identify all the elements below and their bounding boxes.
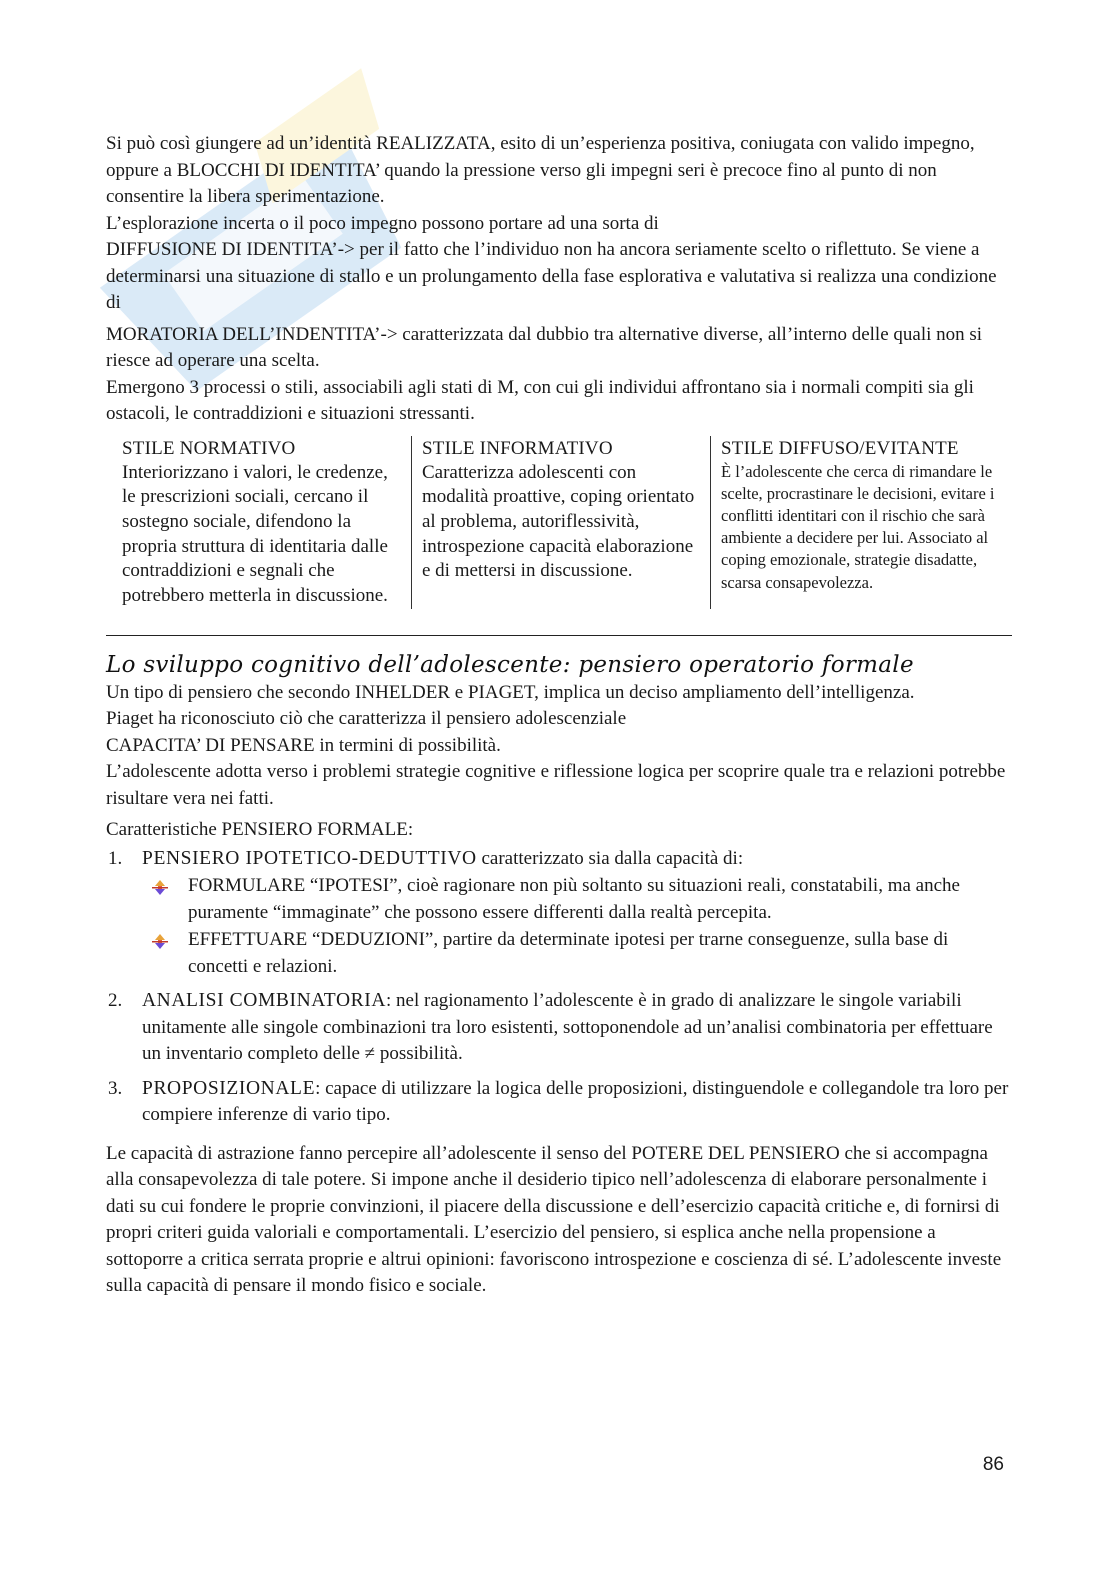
style-column-normativo [112, 436, 411, 609]
characteristics-list [106, 846, 1012, 1129]
list-label: PENSIERO IPOTETICO-DEDUTTIVO [142, 847, 477, 869]
bullet-text: EFFETTUARE “DEDUZIONI”, partire da determinate ipotesi per trarne conseguenze, sulla base di concetti e relazioni. [188, 929, 949, 977]
style-text: È l’adolescente che cerca di rimandare le scelte, procrastinare le decisioni, evitare i conflitti identitari con il rischio che sarà ambiente a decidere per lui. Associato al coping emozionale, strategie disadatte, scarsa consapevolezza. [721, 461, 995, 592]
section-paragraph-5: Caratteristiche PENSIERO FORMALE: [106, 819, 414, 841]
section-heading: Lo sviluppo cognitivo dell’adolescente: pensiero operatorio formale [106, 651, 914, 678]
list-number: 2. [108, 990, 123, 1012]
list-item [106, 988, 1012, 1068]
bullet-text: FORMULARE “IPOTESI”, cioè ragionare non più soltanto su situazioni reali, constatabili, ma anche puramente “immaginate” che possono essere differenti dalla realtà percepita. [188, 875, 960, 923]
style-title: STILE INFORMATIVO [422, 437, 613, 459]
style-text: Caratterizza adolescenti con modalità proattive, coping orientato al problema, autoriflessività, introspezione capacità elaborazione e di mettersi in discussione. [422, 461, 695, 582]
list-number: 3. [108, 1077, 123, 1099]
arrow-bullet-icon [152, 873, 188, 926]
closing-paragraph: Le capacità di astrazione fanno percepire all’adolescente il senso del POTERE DEL PENSIERO che si accompagna alla consapevolezza di tale potere. Si impone anche il desiderio tipico nell’adolescenza di elaborare personalmente i dati su cui fondere le proprie convinzioni, il piacere della discussione e dell’esercizio capacità critiche e, di fornirsi di propri criteri guida valoriali e comportamentali. L’esercizio del pensiero, si esplica anche nella propensione a sottoporre a critica serrata proprie e altrui opinioni: favoriscono introspezione e coscienza di sé. L’adolescente investe sulla capacità di pensare il mondo fisico e sociale. [106, 1142, 1002, 1297]
list-item [106, 1076, 1012, 1129]
page-content [106, 131, 1012, 1300]
intro-paragraph-2: L’esplorazione incerta o il poco impegno possono portare ad una sorta di [106, 212, 659, 234]
style-column-diffuso [710, 436, 1009, 609]
intro-paragraph-5: Emergono 3 processi o stili, associabili agli stati di M, con cui gli individui affrontano sia i normali compiti sia gli ostacoli, le contraddizioni e situazioni stressanti. [106, 376, 974, 424]
list-text: caratterizzato sia dalla capacità di: [476, 847, 744, 869]
style-title: STILE NORMATIVO [122, 437, 296, 459]
page-number: 86 [982, 1454, 1004, 1475]
section-divider [106, 635, 1012, 636]
list-text: : nel ragionamento l’adolescente è in grado di analizzare le singole variabili unitamente alle singole combinazioni tra loro esistenti, sottoponendole ad un’analisi combinatoria per effettuare un inventario completo delle ≠ possibilità. [142, 990, 993, 1065]
arrow-bullet-icon [152, 927, 188, 980]
section-paragraph-1: Un tipo di pensiero che secondo INHELDER e PIAGET, implica un deciso ampliamento dell’intelligenza. [106, 681, 915, 703]
list-item [106, 846, 1012, 873]
section-paragraph-2: Piaget ha riconosciuto ciò che caratterizza il pensiero adolescenziale [106, 708, 627, 730]
intro-paragraph-3: DIFFUSIONE DI IDENTITA’-> per il fatto che l’individuo non ha ancora seriamente scelto o riflettuto. Se viene a determinarsi una situazione di stallo e un prolungamento della fase esplorativa e valutativa si realizza una condizione di [106, 239, 997, 313]
intro-paragraph-4: MORATORIA DELL’INDENTITA’-> caratterizzata dal dubbio tra alternative diverse, all’interno delle quali non si riesce ad operare una scelta. [106, 323, 983, 371]
bullet-item [152, 873, 1012, 926]
style-title: STILE DIFFUSO/EVITANTE [721, 437, 959, 459]
list-number: 1. [108, 847, 123, 869]
style-column-informativo [411, 436, 710, 609]
list-text: : capace di utilizzare la logica delle proposizioni, distinguendole e collegandole tra loro per compiere inferenze di vario tipo. [142, 1077, 1009, 1126]
section-paragraph-3: CAPACITA’ DI PENSARE in termini di possibilità. [106, 734, 501, 756]
section-paragraph-4: L’adolescente adotta verso i problemi strategie cognitive e riflessione logica per scoprire quale tra e relazioni potrebbe risultare vera nei fatti. [106, 761, 1006, 809]
intro-paragraph-1: Si può così giungere ad un’identità REALIZZATA, esito di un’esperienza positiva, coniugata con valido impegno, oppure a BLOCCHI DI IDENTITA’ quando la pressione verso gli impegni seri è precoce fino al punto di non consentire la libera sperimentazione. [106, 133, 975, 207]
list-label: PROPOSIZIONALE [142, 1077, 316, 1099]
style-text: Interiorizzano i valori, le credenze, le prescrizioni sociali, cercano il sostegno sociale, difendono la propria struttura di identitaria dalle contraddizioni e segnali che potrebbero metterla in discussione. [122, 461, 388, 607]
list-label: ANALISI COMBINATORIA [142, 990, 387, 1012]
bullet-item [152, 927, 1012, 980]
styles-columns [112, 436, 1012, 609]
